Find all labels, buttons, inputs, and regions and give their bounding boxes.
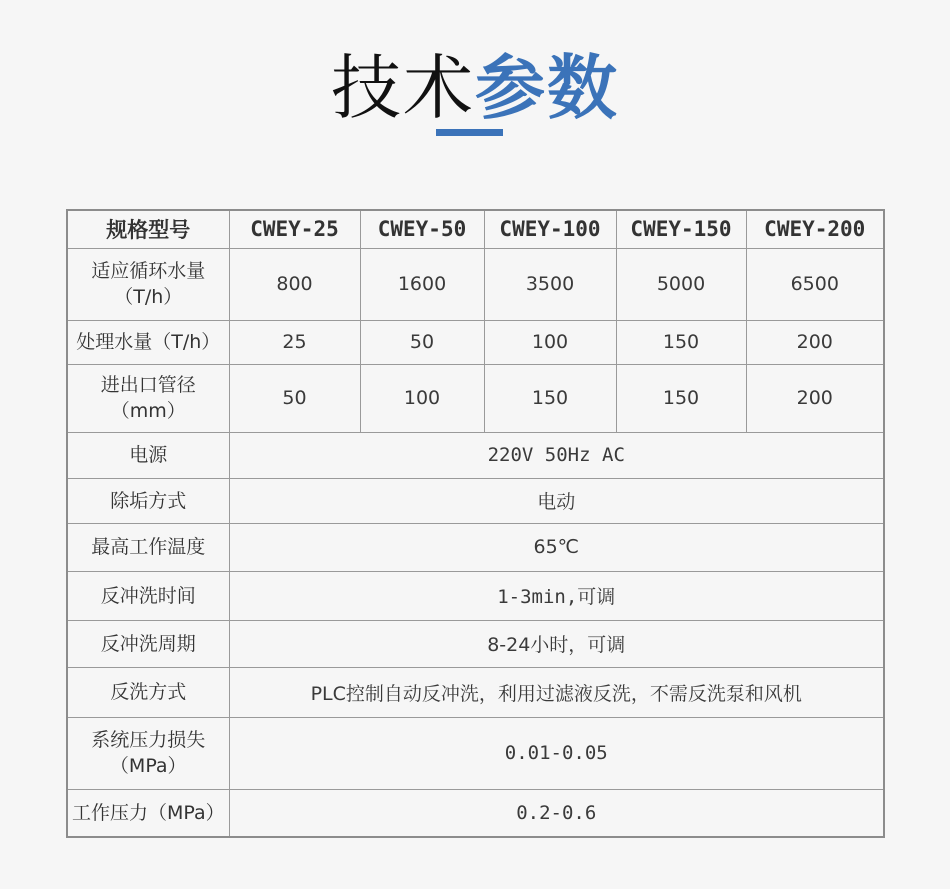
table-header-row bbox=[67, 210, 884, 248]
value-cell: 3500 bbox=[484, 248, 616, 320]
value-cell: 1600 bbox=[360, 248, 484, 320]
merged-value-cell: 0.2-0.6 bbox=[229, 789, 884, 837]
row-label-line2: （MPa） bbox=[109, 755, 187, 777]
row-label: 处理水量（T/h） bbox=[67, 320, 229, 364]
value-cell: 25 bbox=[229, 320, 360, 364]
merged-value-cell: 0.01-0.05 bbox=[229, 717, 884, 789]
row-label-line1: 系统压力损失 bbox=[91, 729, 206, 751]
value-cell: 800 bbox=[229, 248, 360, 320]
merged-value-cell: 220V 50Hz AC bbox=[229, 432, 884, 478]
table-row bbox=[67, 717, 884, 789]
header-cell-cwey-50: CWEY-50 bbox=[360, 210, 484, 248]
value-cell: 100 bbox=[360, 364, 484, 432]
row-label-line1: 适应循环水量 bbox=[91, 260, 206, 282]
header-cell-model: 规格型号 bbox=[67, 210, 229, 248]
row-label: 电源 bbox=[67, 432, 229, 478]
row-label: 反冲洗周期 bbox=[67, 620, 229, 667]
header-cell-cwey-100: CWEY-100 bbox=[484, 210, 616, 248]
merged-value-cell: 65℃ bbox=[229, 523, 884, 571]
table-row bbox=[67, 478, 884, 523]
row-label: 除垢方式 bbox=[67, 478, 229, 523]
value-cell: 150 bbox=[616, 320, 746, 364]
row-label-line1: 进出口管径 bbox=[100, 374, 196, 396]
row-label: 工作压力（MPa） bbox=[67, 789, 229, 837]
title-part-2: 参数 bbox=[475, 47, 619, 129]
value-cell: 150 bbox=[484, 364, 616, 432]
row-label: 反洗方式 bbox=[67, 667, 229, 717]
table-row bbox=[67, 667, 884, 717]
page-title bbox=[0, 46, 950, 130]
header-cell-cwey-25: CWEY-25 bbox=[229, 210, 360, 248]
merged-value-cell: 8-24小时，可调 bbox=[229, 620, 884, 667]
value-cell: 100 bbox=[484, 320, 616, 364]
title-underline bbox=[436, 129, 503, 136]
merged-value-cell: PLC控制自动反冲洗，利用过滤液反洗，不需反洗泵和风机 bbox=[229, 667, 884, 717]
value-cell: 200 bbox=[746, 364, 884, 432]
table-row bbox=[67, 571, 884, 620]
row-label-line2: （mm） bbox=[110, 400, 186, 422]
value-cell: 6500 bbox=[746, 248, 884, 320]
table-row bbox=[67, 320, 884, 364]
row-label: 反冲洗时间 bbox=[67, 571, 229, 620]
row-label: 最高工作温度 bbox=[67, 523, 229, 571]
row-label bbox=[67, 248, 229, 320]
merged-value-cell: 电动 bbox=[229, 478, 884, 523]
row-label-line2: （T/h） bbox=[114, 286, 183, 308]
row-label bbox=[67, 364, 229, 432]
value-cell: 150 bbox=[616, 364, 746, 432]
value-cell: 50 bbox=[229, 364, 360, 432]
row-label bbox=[67, 717, 229, 789]
value-cell: 200 bbox=[746, 320, 884, 364]
header-cell-cwey-200: CWEY-200 bbox=[746, 210, 884, 248]
table-row bbox=[67, 248, 884, 320]
title-part-1: 技术 bbox=[331, 47, 475, 129]
table-row bbox=[67, 523, 884, 571]
header-cell-cwey-150: CWEY-150 bbox=[616, 210, 746, 248]
table-row bbox=[67, 364, 884, 432]
table-row bbox=[67, 432, 884, 478]
value-cell: 5000 bbox=[616, 248, 746, 320]
table-row bbox=[67, 789, 884, 837]
merged-value-cell: 1-3min,可调 bbox=[229, 571, 884, 620]
spec-table bbox=[66, 209, 885, 838]
value-cell: 50 bbox=[360, 320, 484, 364]
table-row bbox=[67, 620, 884, 667]
